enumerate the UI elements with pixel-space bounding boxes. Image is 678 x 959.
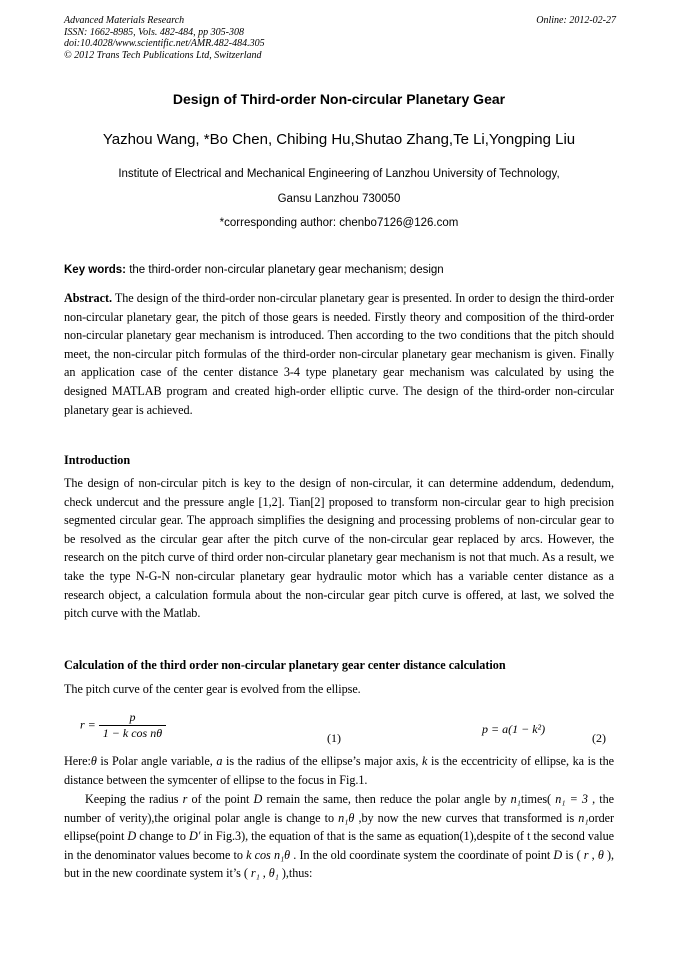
equation-2: p = a(1 − k²) (482, 722, 546, 736)
math-var: D (253, 792, 263, 806)
section-heading: Calculation of the third order non-circular planetary gear center distance calculation (64, 658, 506, 672)
text-run: ), but in the new coordinate system it’s ( (64, 847, 614, 881)
text-run: is ( (562, 847, 584, 862)
text-run: ),thus: (278, 866, 313, 881)
math-var: n₁ = 3 (555, 792, 588, 806)
math-var: D′ (189, 829, 201, 844)
abstract-label: Abstract. (64, 291, 112, 305)
abstract (64, 289, 614, 419)
math-var: k (422, 754, 428, 768)
issn-line: ISSN: 1662-8985, Vols. 482-484, pp 305-308 (64, 26, 244, 38)
keywords (64, 264, 444, 276)
corresponding-author: *corresponding author: chenbo7126@126.com (219, 217, 459, 229)
math-var: r₁ , θ₁ (250, 866, 279, 881)
text-run: order ellipse(point (64, 810, 614, 844)
math-var: n₁ (578, 810, 589, 825)
text-run: ,by now the new curves that transformed is (354, 810, 579, 825)
affiliation-line-1: Institute of Electrical and Mechanical Engineering of Lanzhou University of Technology, (118, 168, 560, 180)
keywords-label: Key words: (64, 264, 126, 276)
text-run: is the eccentricity of ellipse, ka is the distance between the symcenter of ellipse to the focus in Fig.1. (64, 754, 614, 787)
math-var: n₁θ (338, 810, 355, 825)
journal-name: Advanced Materials Research (64, 15, 185, 26)
equation-1-denominator: 1 − k cos nθ (99, 725, 166, 741)
transformation-paragraph (64, 790, 614, 883)
text-run: is the radius of the ellipse’s major axis, (222, 754, 423, 768)
text-run: change to (136, 829, 189, 844)
author-list: Yazhou Wang, *Bo Chen, Chibing Hu,Shutao Zhang,Te Li,Yongping Liu (102, 131, 576, 148)
math-var: r , θ (583, 847, 604, 862)
math-var: k cos n₁θ (246, 847, 291, 862)
equation-2-number: (2) (592, 731, 606, 745)
introduction-text: The design of non-circular pitch is key to the design of non-circular, it can determine addendum, dedendum, check undercut and the pressure angle [1,2]. Tian[2] proposed to transform non-circular gear to high precision segmented circular gear. The approach simplifies the designing and processing problems of non-circular gear to be resolved as the circular gear after the pitch curve of the non-circular gear replaced by arcs. However, the research on the pitch curve of third order non-circular planetary gear mechanism is not that much. As a result, we take the type N-G-N non-circular planetary gear hydraulic motor which has a variable center distance as a research object, a calculation formula about the non-circular gear pitch curve is offered, at last, we solved the pitch curve with the Matlab. (64, 476, 614, 621)
affiliation-line-2: Gansu Lanzhou 730050 (277, 193, 401, 205)
text-run: in Fig.3), the equation of that is the same as equation(1),despite of t the second value in the denominator values become to (64, 829, 614, 862)
math-var: D (553, 847, 563, 862)
variable-definitions (64, 752, 614, 789)
text-run: times( (520, 792, 556, 806)
math-var: n₁ (510, 792, 521, 806)
text-run: remain the same, then reduce the polar angle by (262, 792, 511, 806)
equation-1-number: (1) (327, 731, 341, 745)
section-intro: The pitch curve of the center gear is evolved from the ellipse. (64, 682, 361, 696)
equation-1 (80, 710, 166, 741)
paper-title: Design of Third-order Non-circular Planetary Gear (172, 91, 506, 107)
copyright-line: © 2012 Trans Tech Publications Ltd, Switzerland (64, 49, 262, 61)
introduction-heading: Introduction (64, 453, 131, 467)
equation-1-fraction (99, 710, 166, 741)
math-var: θ (90, 754, 97, 768)
online-date: Online: 2012-02-27 (536, 15, 616, 26)
equation-1-lhs: r = (80, 717, 96, 732)
math-var: D (127, 829, 137, 844)
doi-line: doi:10.4028/www.scientific.net/AMR.482-484.305 (64, 38, 265, 49)
math-var: a (216, 754, 223, 768)
text-run: of the point (187, 792, 254, 806)
text-run: Keeping the radius (85, 792, 183, 806)
text-run: is Polar angle variable, (96, 754, 217, 768)
text-run: , the number of verity),the original polar angle is change to (64, 792, 614, 825)
equation-1-numerator: p (129, 710, 136, 724)
keywords-text: the third-order non-circular planetary gear mechanism; design (126, 264, 444, 276)
journal-header (64, 15, 265, 61)
text-run: Here: (64, 754, 91, 768)
text-run: . In the old coordinate system the coordinate of point (290, 847, 554, 862)
math-var: r (182, 792, 188, 806)
abstract-text: The design of the third-order non-circular planetary gear is presented. In order to design the third-order non-circular planetary gear, the pitch of those gears is needed. Firstly theory and composition of the third-order non-circular planetary gear mechanism is introduced. Then according to the two conditions that the pitch should meet, the non-circular pitch formulas of the third-order non-circular planetary gear mechanism is given. Finally an application case of the center distance 3-4 type planetary gear mechanism was calculated by using the designed MATLAB program and created high-order elliptic curve. The design of the third-order non-circular planetary gear is achieved. (64, 291, 614, 417)
